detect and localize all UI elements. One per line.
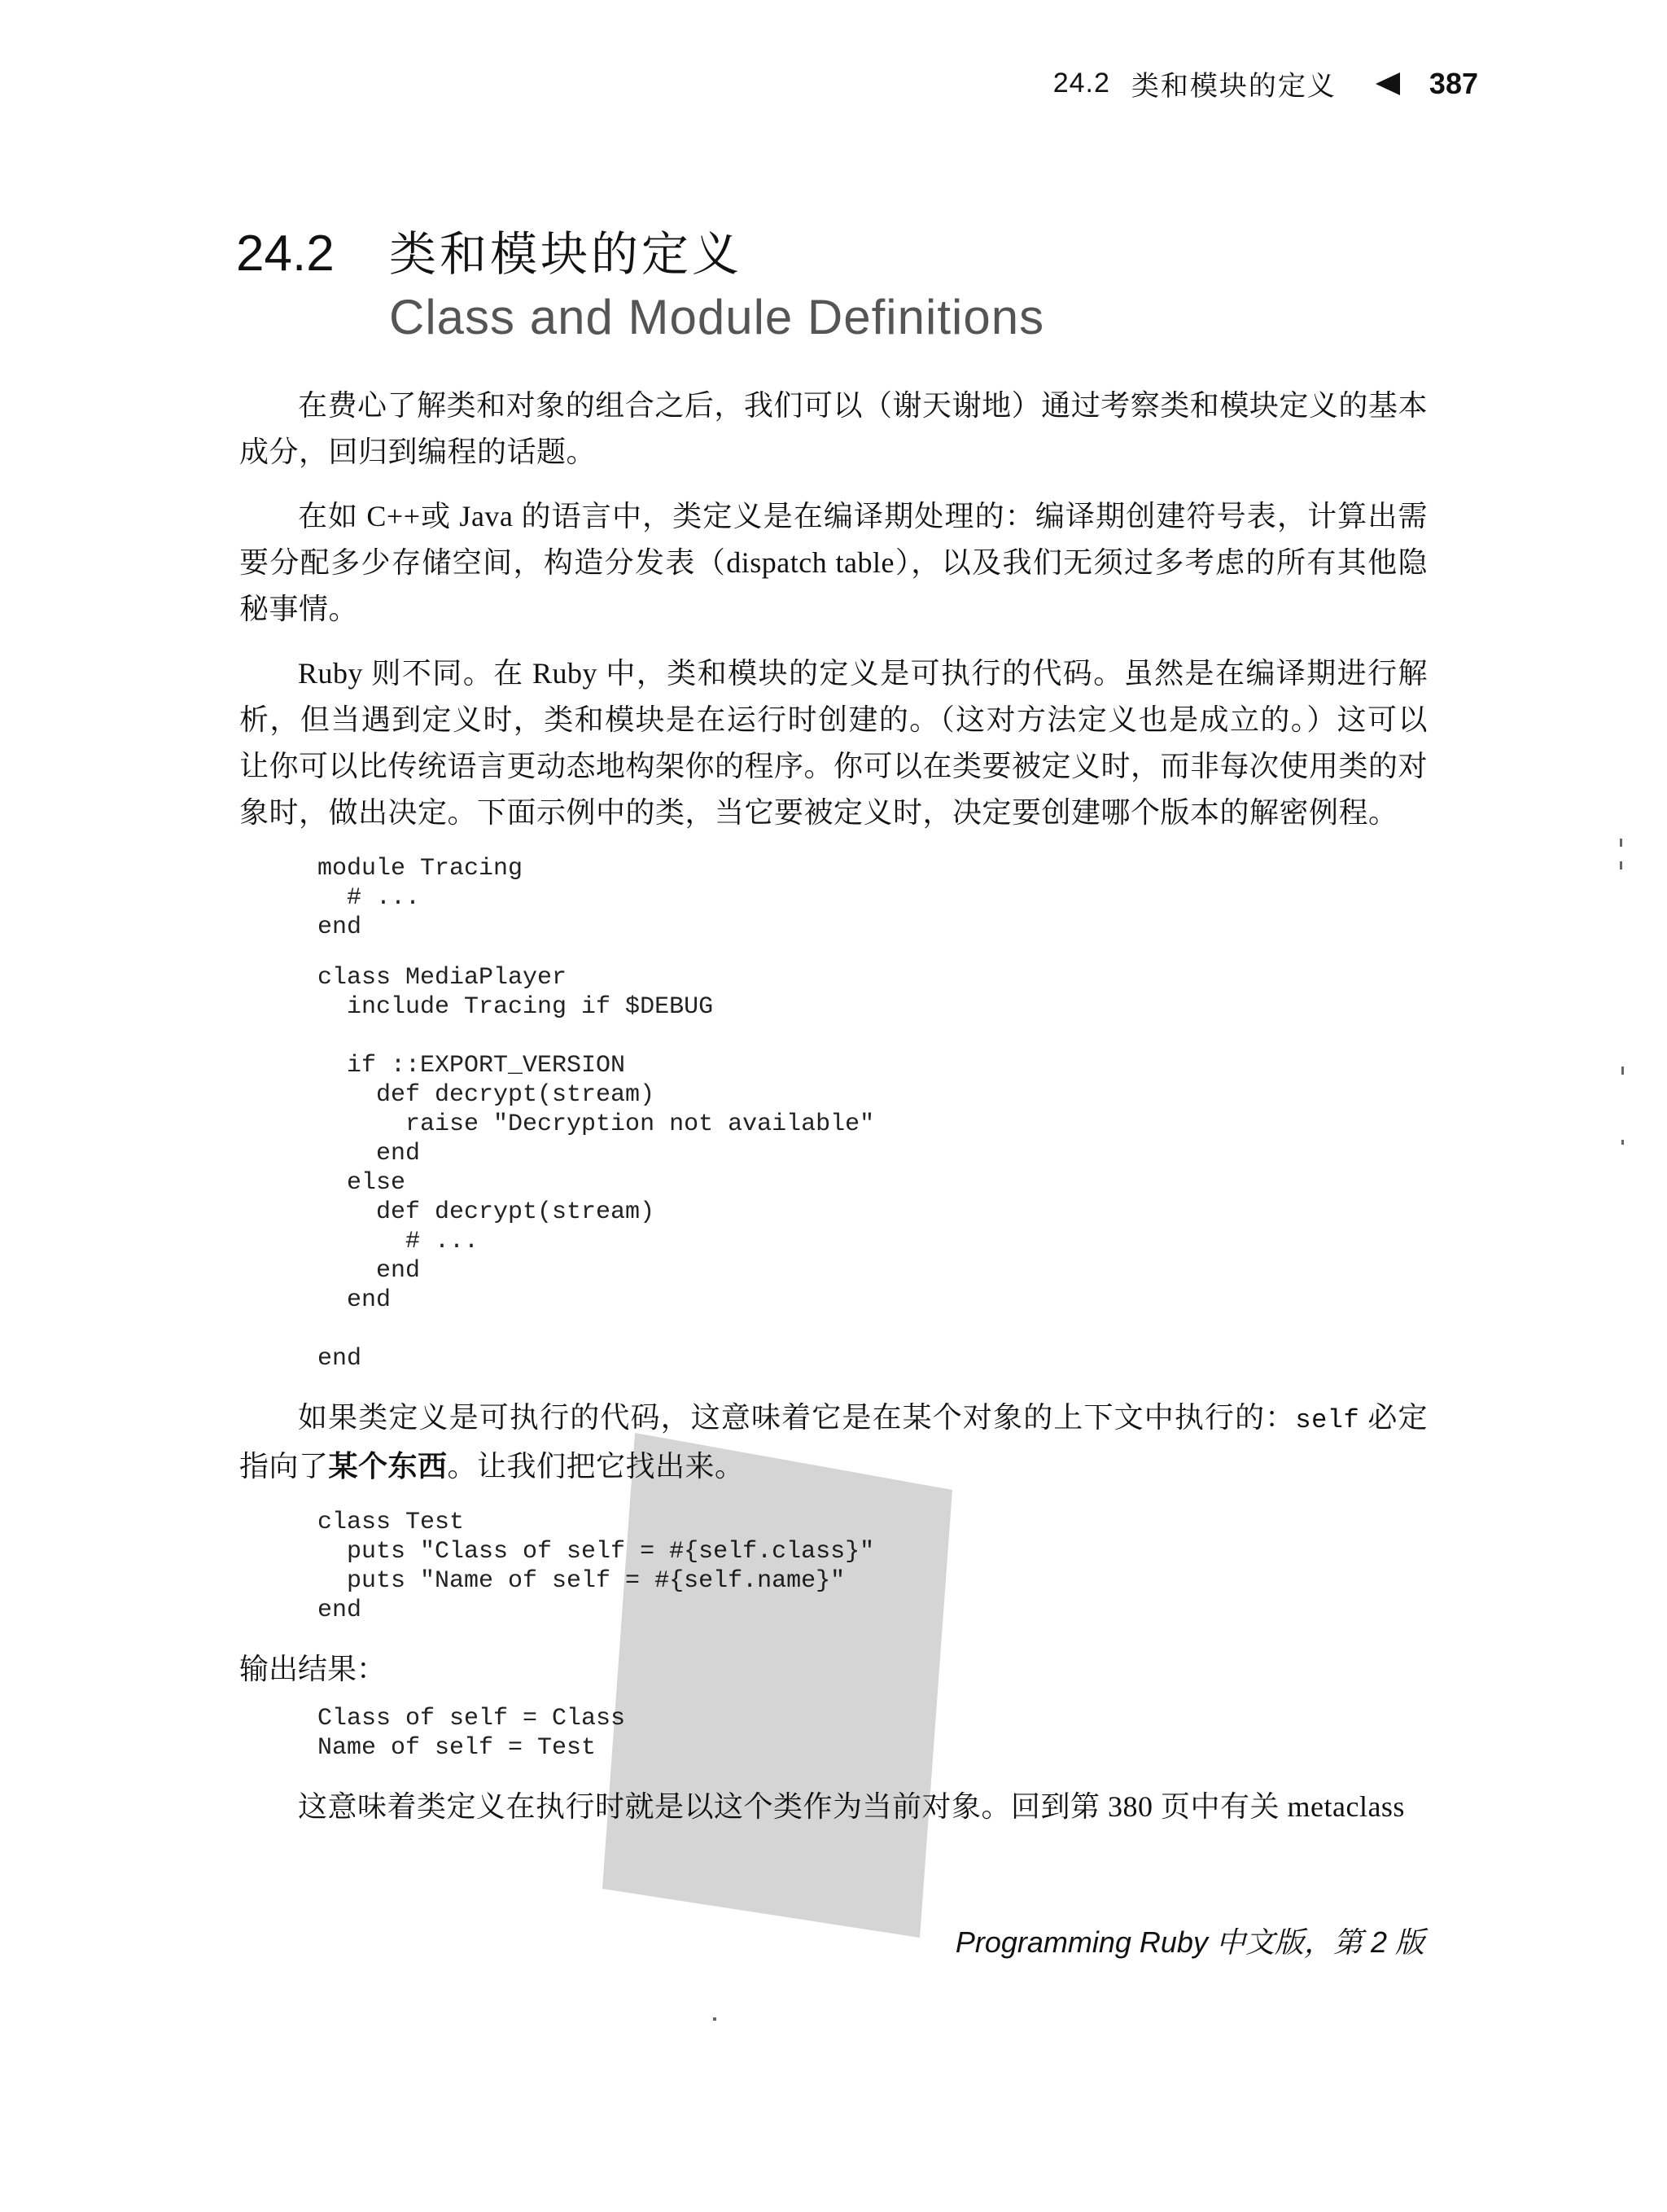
paragraph-5: 这意味着类定义在执行时就是以这个类作为当前对象。回到第 380 页中有关 metaclass xyxy=(298,1790,1405,1823)
code-block-module-tracing: module Tracing # ... end xyxy=(317,855,523,941)
heading-title-zh: 类和模块的定义 xyxy=(389,226,743,282)
code-block-output: Class of self = Class Name of self = Test xyxy=(317,1705,626,1762)
paragraph-4-text-c: 。让我们把它找出来。 xyxy=(447,1450,745,1483)
paragraph-3: Ruby 则不同。在 Ruby 中，类和模块的定义是可执行的代码。虽然是在编译期进行解析，但当遇到定义时，类和模块是在运行时创建的。（这对方法定义也是成立的。）这可以让你可以比传统语言更动态地构架你的程序。你可以在类要被定义时，而非每次使用类的对象时，做出决定。下面示例中的类，当它要被定义时，决定要创建哪个版本的解密例程。 xyxy=(239,657,1429,829)
scan-speck xyxy=(713,2017,716,2021)
header-section-title: 类和模块的定义 xyxy=(1131,71,1337,102)
scan-speck xyxy=(1620,861,1622,869)
paragraph-1: 在费心了解类和对象的组合之后，我们可以（谢天谢地）通过考察类和模块定义的基本成分，回归到编程的话题。 xyxy=(239,389,1428,468)
paragraph-4-emphasis: 某个东西 xyxy=(328,1450,448,1483)
heading-number: 24.2 xyxy=(236,226,335,282)
paragraph-4-text-a: 如果类定义是可执行的代码，这意味着它是在某个对象的上下文中执行的： xyxy=(298,1401,1296,1434)
footer-book-title: Programming Ruby 中文版，第 2 版 xyxy=(955,1925,1424,1959)
scan-speck xyxy=(1620,839,1622,847)
code-block-media-player: class MediaPlayer include Tracing if $DEBUG if ::EXPORT_VERSION def decrypt(stream) raise "Decryption not available" end else def decrypt(stream) # ... end end end xyxy=(317,964,875,1373)
body-text xyxy=(239,383,1428,1848)
paragraph-4-text-b: 必定指向了 xyxy=(239,1401,1428,1483)
inline-code-self: self xyxy=(1295,1405,1360,1435)
output-label: 输出结果： xyxy=(239,1653,387,1685)
paragraph-2: 在如 C++或 Java 的语言中，类定义是在编译期处理的：编译期创建符号表，计算出需要分配多少存储空间，构造分发表（dispatch table），以及我们无须过多考虑的所有其他隐秘事情。 xyxy=(239,500,1428,625)
header-arrow-icon xyxy=(1376,72,1400,95)
heading-title-en: Class and Module Definitions xyxy=(389,290,1045,344)
header-section-number: 24.2 xyxy=(1052,68,1110,99)
running-header xyxy=(1053,64,1478,103)
paragraph-4 xyxy=(239,1395,1428,1490)
code-block-class-test: class Test puts "Class of self = #{self.class}" puts "Name of self = #{self.name}" end xyxy=(317,1509,875,1624)
scan-speck xyxy=(1621,1140,1624,1145)
section-heading xyxy=(236,216,1457,345)
scan-speck xyxy=(1621,1067,1624,1075)
page-number: 387 xyxy=(1429,66,1478,100)
